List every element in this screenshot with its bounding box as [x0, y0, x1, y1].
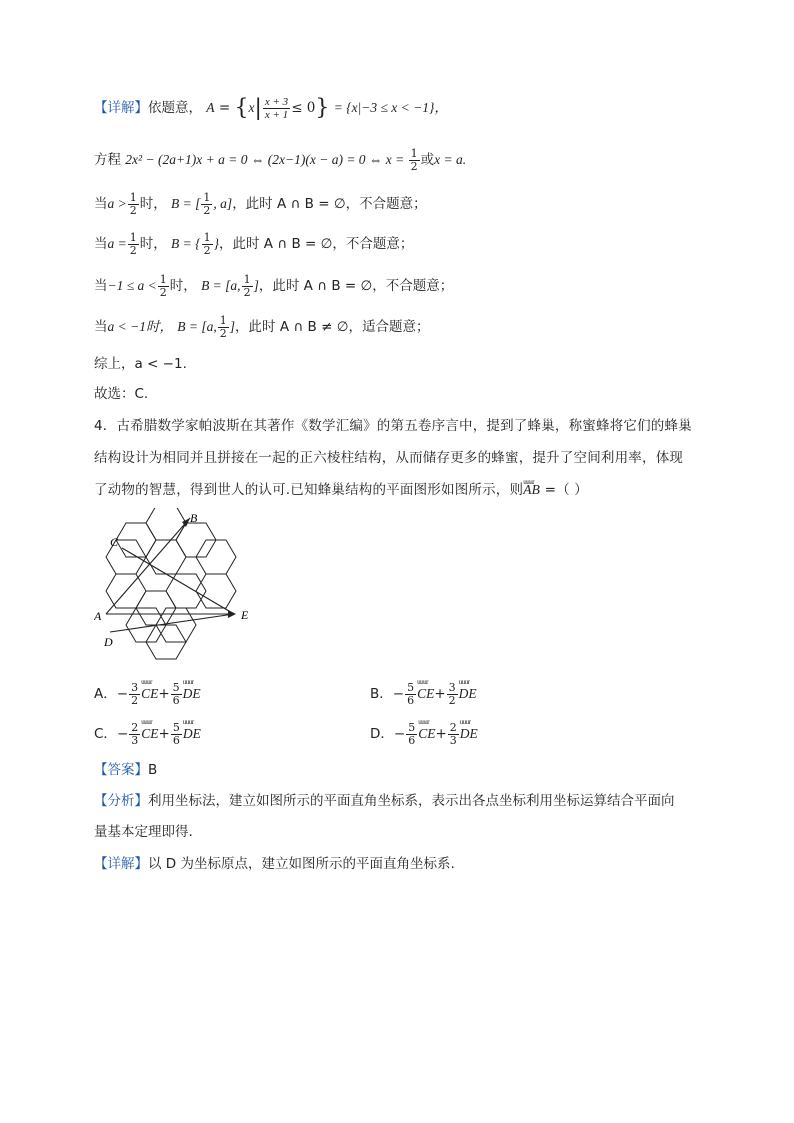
- math: B = [: [171, 196, 201, 211]
- math: x = a.: [434, 152, 467, 167]
- text: 或: [420, 152, 435, 168]
- fraction: $\frac{1}{2}$: [129, 231, 137, 257]
- math: a < −1时，: [107, 319, 173, 334]
- question-4-line-1: 4．古希腊数学家帕波斯在其著作《数学汇编》的第五卷序言中，提到了蜂巢，称蜜蜂将它们的蜂巢: [94, 418, 692, 434]
- fraction: $\frac{1}{2}$: [243, 273, 251, 299]
- math-x: x: [248, 100, 255, 115]
- text: 了动物的智慧，得到世人的认可.已知蜂巢结构的平面图形如图所示，则: [94, 482, 524, 498]
- vector-AB: [106, 518, 190, 614]
- text: 当: [94, 278, 108, 294]
- detail-line-2: [94, 148, 466, 173]
- math: −1 ≤ a <: [107, 278, 157, 293]
- honeycomb-figure: [94, 508, 264, 668]
- text: 方程: [94, 152, 126, 168]
- detail-label: 【详解】: [94, 856, 148, 872]
- math: =: [218, 100, 231, 116]
- fraction: $\frac{1}{2}$: [219, 314, 227, 340]
- bar: |: [254, 95, 262, 121]
- text: 以 D 为坐标原点，建立如图所示的平面直角坐标系.: [148, 856, 455, 872]
- question-4-line-2: 结构设计为相同并且拼接在一起的正六棱柱结构，从而储存更多的蜂蜜，提升了空间利用率，体现: [94, 450, 684, 466]
- text: ，此时 A ∩ B = ∅，不合题意；: [218, 236, 414, 252]
- answer-line: [94, 760, 157, 780]
- text: =（ ）: [540, 482, 589, 498]
- arrow-head-E: [228, 610, 236, 618]
- label-C: C: [110, 535, 119, 549]
- numerator: x + 3: [264, 96, 289, 108]
- text: 时，: [139, 236, 167, 252]
- label-D: D: [104, 635, 113, 649]
- analysis-line-1: [94, 791, 675, 811]
- math: 2x² − (2a+1)x + a = 0 ⇔ (2x−1)(x − a) = 0 ⇔ x =: [125, 152, 408, 167]
- denominator: 2: [410, 160, 418, 173]
- brace: }: [315, 95, 330, 121]
- math: B = [a,: [177, 319, 217, 334]
- math: ]: [253, 278, 259, 293]
- analysis-line-2: 量基本定理即得.: [94, 824, 193, 840]
- detail-line-1: [94, 96, 448, 121]
- fraction: $\frac{1}{2}$: [159, 273, 167, 299]
- fraction: $\frac{1}{2}$: [129, 191, 137, 217]
- detail-line-final: [94, 854, 455, 874]
- fraction: $\frac{1}{2}$: [203, 231, 211, 257]
- option-d[interactable]: D．− $\frac{5}{6}$ uuur CE+ $\frac{2}{3}$ uuur DE: [370, 722, 478, 747]
- math: A: [206, 100, 215, 115]
- numerator: 1: [410, 147, 418, 160]
- hexagon: [146, 508, 186, 540]
- brace: {: [234, 95, 249, 121]
- text: 利用坐标法，建立如图所示的平面直角坐标系，表示出各点坐标利用坐标运算结合平面向: [148, 793, 675, 809]
- option-c[interactable]: C．− $\frac{2}{3}$ uuur CE+ $\frac{5}{6}$ uuur DE: [94, 722, 201, 747]
- analysis-label: 【分析】: [94, 793, 148, 809]
- text: ，此时 A ∩ B = ∅，不合题意；: [232, 196, 427, 212]
- math: B = {: [171, 236, 201, 251]
- text: 当: [94, 319, 108, 335]
- text: 时，: [169, 278, 197, 294]
- math: ]: [229, 319, 236, 334]
- math: = {x|−3 ≤ x < −1}，: [333, 100, 448, 115]
- choice-line: 故选：C.: [94, 386, 149, 402]
- denominator: x + 1: [264, 109, 289, 121]
- answer-label: 【答案】: [94, 762, 148, 778]
- math: a =: [107, 236, 127, 251]
- fraction: $\frac{1}{2}$: [203, 191, 211, 217]
- label-A: A: [94, 609, 102, 623]
- text: 当: [94, 196, 108, 212]
- text: 时，: [139, 196, 167, 212]
- option-b[interactable]: B．− $\frac{5}{6}$ uuur CE+ $\frac{3}{2}$ uuur DE: [370, 682, 477, 707]
- fraction: [263, 96, 290, 121]
- text: ，此时 A ∩ B = ∅，不合题意；: [258, 278, 454, 294]
- math: a >: [107, 196, 127, 211]
- detail-line-6: [94, 315, 429, 340]
- text: ，此时 A ∩ B ≠ ∅，适合题意；: [235, 319, 430, 335]
- fraction: [409, 148, 420, 173]
- label-E: E: [241, 608, 249, 622]
- option-a[interactable]: A．− $\frac{3}{2}$ uuur CE+ $\frac{5}{6}$ uuur DE: [94, 682, 201, 707]
- math: ≤ 0: [291, 100, 316, 116]
- label-B: B: [190, 511, 198, 525]
- hexagon: [166, 574, 206, 608]
- question-4-line-3: [94, 480, 588, 500]
- detail-line-4: [94, 232, 413, 257]
- text: 当: [94, 236, 108, 252]
- math: , a]: [213, 196, 233, 211]
- detail-line-5: [94, 274, 453, 299]
- vector-DE: [110, 614, 234, 632]
- answer-value: B: [148, 762, 158, 778]
- detail-line-3: [94, 192, 427, 217]
- conclusion-line: 综上，a < −1.: [94, 356, 187, 372]
- vector-AB: uuur AB: [523, 480, 540, 500]
- math: B = [a,: [201, 278, 241, 293]
- math: }: [213, 236, 219, 251]
- detail-label: 【详解】: [94, 100, 148, 116]
- text: 依题意，: [148, 100, 202, 116]
